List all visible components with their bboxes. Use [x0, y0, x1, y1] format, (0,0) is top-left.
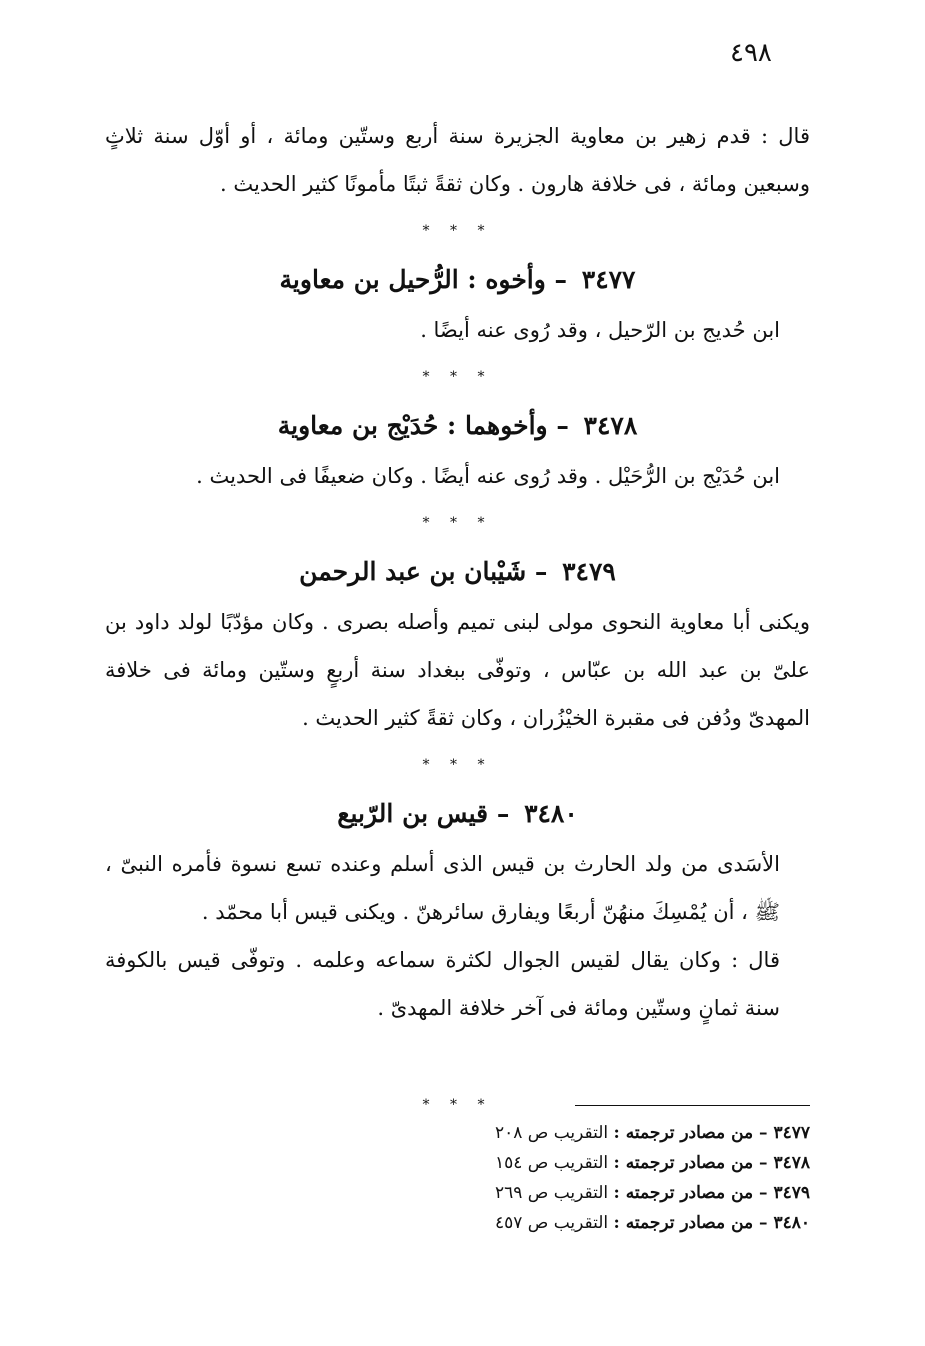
entry-title: [105, 254, 810, 306]
footnote-text: التقريب ص ٤٥٧: [494, 1213, 609, 1233]
entry-title: [105, 400, 810, 452]
separator: * * *: [422, 369, 493, 385]
page-body: [105, 112, 810, 1128]
entry-dash: –: [554, 265, 568, 294]
footnote-text: التقريب ص ٢٦٩: [494, 1183, 609, 1203]
entry-3478: [105, 400, 810, 500]
separator: * * *: [422, 515, 493, 531]
entry-dash: –: [534, 557, 548, 586]
entry-paragraph: ابن حُدَيْج بن الرُّحَيْل . وقد رُوى عنه أيضًا . وكان ضعيفًا فى الحديث .: [196, 464, 780, 488]
separator: * * *: [422, 757, 493, 773]
footnote-head: ٣٤٧٩ – من مصادر ترجمته :: [613, 1183, 810, 1203]
entry-dash: –: [496, 799, 510, 828]
entry-dash: –: [556, 411, 569, 440]
separator: * * *: [422, 1097, 493, 1113]
entry-3477: [105, 254, 810, 354]
footnote-text: التقريب ص ٢٠٨: [494, 1123, 609, 1143]
separator: * * *: [422, 223, 493, 239]
entry-title: [105, 788, 810, 840]
footnotes: [395, 1105, 810, 1238]
footnote-head: ٣٤٧٧ – من مصادر ترجمته :: [613, 1123, 810, 1143]
entry-name: قيس بن الرّبيع: [337, 799, 489, 828]
entry-name: شَيْبان بن عبد الرحمن: [299, 557, 527, 586]
entry-name: وأخوهما : حُدَيْج بن معاوية: [277, 411, 548, 440]
entry-paragraph: ابن حُديج بن الرّحيل ، وقد رُوى عنه أيضًا .: [420, 318, 780, 342]
footnote-head: ٣٤٧٨ – من مصادر ترجمته :: [613, 1153, 810, 1173]
footnote: [395, 1208, 810, 1238]
entry-name: وأخوه : الرُّحيل بن معاوية: [279, 265, 546, 294]
footnote: [395, 1118, 810, 1148]
entry-title: [105, 546, 810, 598]
footnote-head: ٣٤٨٠ – من مصادر ترجمته :: [613, 1213, 810, 1233]
footnote: [395, 1148, 810, 1178]
entry-number: ٣٤٧٨: [583, 411, 638, 440]
entry-paragraph: ويكنى أبا معاوية النحوى مولى لبنى تميم وأصله بصرى . وكان مؤدّبًا لولد داود بن علىّ بن عبد الله بن عبّاس ، وتوفّى ببغداد سنة أربعٍ وستّين ومائة فى خلافة المهدىّ ودُفن فى مقبرة الخيْزُران ، وكان ثقةً كثير الحديث .: [105, 610, 810, 730]
entry-3479: [105, 546, 810, 742]
entry-3480: [105, 788, 810, 1032]
footnote-text: التقريب ص ١٥٤: [494, 1153, 609, 1173]
intro-paragraph: قال : قدم زهير بن معاوية الجزيرة سنة أربع وستّين ومائة ، أو أوّل سنة ثلاثٍ وسبعين ومائة ، فى خلافة هارون . وكان ثقةً ثبتًا مأمونًا كثير الحديث .: [105, 124, 810, 196]
entry-number: ٣٤٨٠: [524, 799, 578, 828]
entry-paragraph: قال : وكان يقال لقيس الجوال لكثرة سماعه وعلمه . وتوفّى قيس بالكوفة سنة ثمانٍ وستّين ومائة فى آخر خلافة المهدىّ .: [105, 948, 780, 1020]
footnote-divider: [575, 1105, 810, 1106]
page-number: ٤٩٨: [730, 38, 772, 68]
entry-paragraph: الأسَدى من ولد الحارث بن قيس الذى أسلم وعنده تسع نسوة فأمره النبىّ ، ﷺ ، أن يُمْسِكَ منهُنّ أربعًا ويفارق سائرهنّ . ويكنى قيس أبا محمّد .: [105, 852, 780, 924]
entry-number: ٣٤٧٧: [581, 265, 636, 294]
entry-number: ٣٤٧٩: [562, 557, 616, 586]
footnote: [395, 1178, 810, 1208]
